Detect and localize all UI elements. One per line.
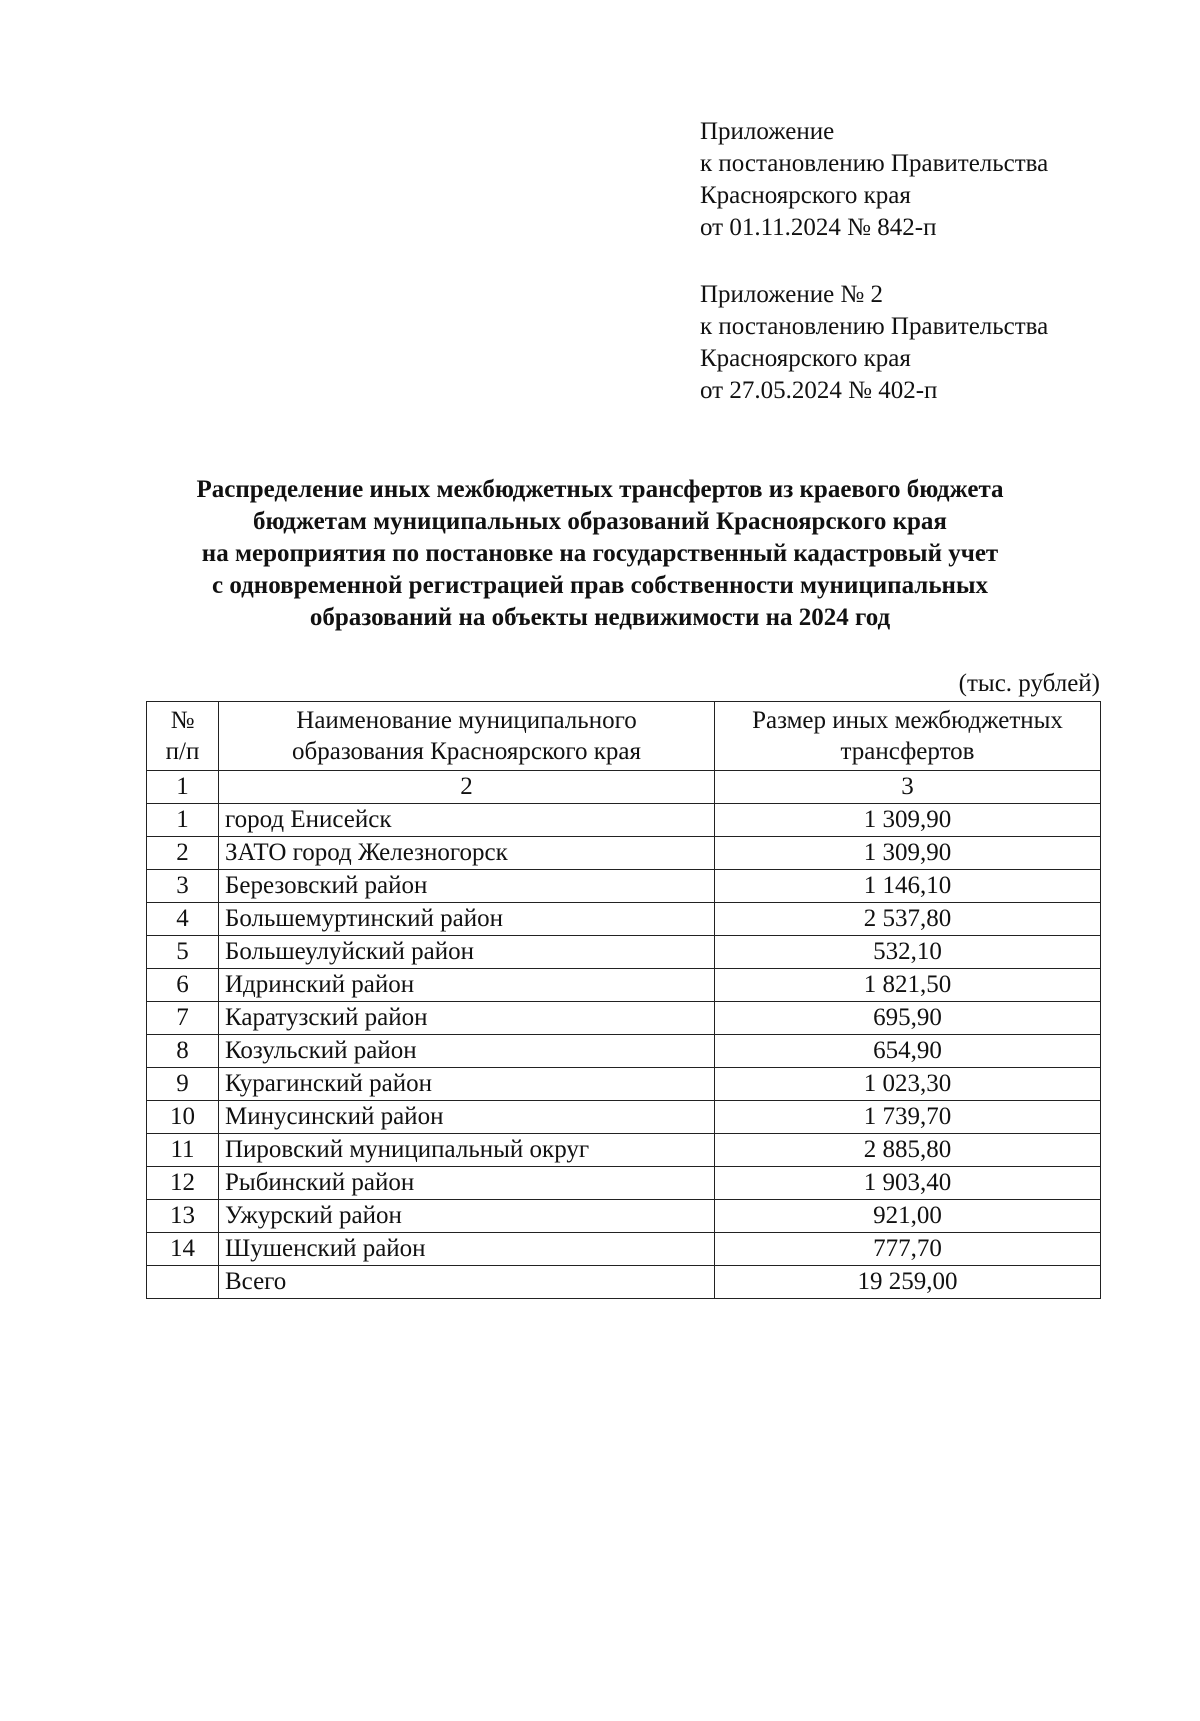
row-number: 13: [147, 1200, 219, 1233]
table-row: [147, 804, 1101, 837]
row-number: 9: [147, 1068, 219, 1101]
transfer-amount: 2 885,80: [715, 1134, 1101, 1167]
table-row: [147, 903, 1101, 936]
table-header-row: [147, 702, 1101, 771]
table-row: [147, 1101, 1101, 1134]
transfer-amount: 19 259,00: [715, 1266, 1101, 1299]
header-num: [147, 702, 219, 771]
row-number: 6: [147, 969, 219, 1002]
municipality-name: Рыбинский район: [219, 1167, 715, 1200]
annex-line: Приложение: [700, 118, 835, 145]
row-number: 8: [147, 1035, 219, 1068]
title-line: бюджетам муниципальных образований Красноярского края: [253, 508, 947, 535]
row-number: 10: [147, 1101, 219, 1134]
column-number: 3: [715, 771, 1101, 804]
municipality-name: Большеулуйский район: [219, 936, 715, 969]
annex-reference-original: [700, 279, 1048, 407]
header-line: п/п: [165, 738, 200, 765]
header-line: Размер иных межбюджетных: [752, 707, 1063, 734]
header-name: [219, 702, 715, 771]
table-row: [147, 837, 1101, 870]
municipality-name: ЗАТО город Железногорск: [219, 837, 715, 870]
transfer-amount: 1 309,90: [715, 804, 1101, 837]
row-number: 1: [147, 804, 219, 837]
units-label: (тыс. рублей): [958, 670, 1100, 697]
transfer-amount: 1 309,90: [715, 837, 1101, 870]
municipality-name: Идринский район: [219, 969, 715, 1002]
header-line: №: [170, 707, 195, 734]
header-line: образования Красноярского края: [292, 738, 641, 765]
header-line: трансфертов: [840, 738, 975, 765]
column-number-row: [147, 771, 1101, 804]
row-number: 5: [147, 936, 219, 969]
transfer-amount: 532,10: [715, 936, 1101, 969]
table-row: [147, 969, 1101, 1002]
annex-line: от 01.11.2024 № 842-п: [700, 214, 937, 241]
title-line: образований на объекты недвижимости на 2024 год: [309, 604, 891, 631]
annex-line: Красноярского края: [700, 345, 911, 372]
annex-line: к постановлению Правительства: [700, 313, 1049, 340]
municipality-name: город Енисейск: [219, 804, 715, 837]
municipality-name: Большемуртинский район: [219, 903, 715, 936]
row-number: 3: [147, 870, 219, 903]
row-number: 2: [147, 837, 219, 870]
transfer-amount: 654,90: [715, 1035, 1101, 1068]
transfer-amount: 1 821,50: [715, 969, 1101, 1002]
table-body: [147, 804, 1101, 1299]
transfer-amount: 695,90: [715, 1002, 1101, 1035]
municipality-name: Всего: [219, 1266, 715, 1299]
table-row: [147, 1233, 1101, 1266]
title-line: с одновременной регистрацией прав собственности муниципальных: [212, 572, 988, 599]
transfer-amount: 1 146,10: [715, 870, 1101, 903]
annex-line: к постановлению Правительства: [700, 150, 1049, 177]
title-line: Распределение иных межбюджетных трансфертов из краевого бюджета: [196, 476, 1004, 503]
annex-line: от 27.05.2024 № 402-п: [700, 377, 938, 404]
row-number: 12: [147, 1167, 219, 1200]
municipality-name: Пировский муниципальный округ: [219, 1134, 715, 1167]
table-row: [147, 1002, 1101, 1035]
title-line: на мероприятия по постановке на государственный кадастровый учет: [201, 540, 999, 567]
table-row: [147, 1167, 1101, 1200]
municipality-name: Шушенский район: [219, 1233, 715, 1266]
transfer-amount: 2 537,80: [715, 903, 1101, 936]
table-total-row: [147, 1266, 1101, 1299]
municipality-name: Березовский район: [219, 870, 715, 903]
annex-line: Приложение № 2: [700, 281, 884, 308]
municipality-name: Каратузский район: [219, 1002, 715, 1035]
header-line: Наименование муниципального: [296, 707, 637, 734]
document-title: [100, 474, 1100, 634]
transfer-amount: 777,70: [715, 1233, 1101, 1266]
municipality-name: Козульский район: [219, 1035, 715, 1068]
municipality-name: Ужурский район: [219, 1200, 715, 1233]
table-row: [147, 936, 1101, 969]
table-row: [147, 1035, 1101, 1068]
header-amount: [715, 702, 1101, 771]
transfer-amount: 1 023,30: [715, 1068, 1101, 1101]
column-number: 1: [147, 771, 219, 804]
annex-line: Красноярского края: [700, 182, 911, 209]
municipality-name: Курагинский район: [219, 1068, 715, 1101]
row-number: 4: [147, 903, 219, 936]
table-row: [147, 1200, 1101, 1233]
distribution-table: [146, 701, 1101, 1299]
annex-reference-current: [700, 116, 1048, 244]
row-number: 11: [147, 1134, 219, 1167]
transfer-amount: 921,00: [715, 1200, 1101, 1233]
table-row: [147, 870, 1101, 903]
row-number: 7: [147, 1002, 219, 1035]
table-row: [147, 1134, 1101, 1167]
column-number: 2: [219, 771, 715, 804]
transfer-amount: 1 903,40: [715, 1167, 1101, 1200]
row-number: 14: [147, 1233, 219, 1266]
row-number: [147, 1266, 219, 1299]
municipality-name: Минусинский район: [219, 1101, 715, 1134]
transfer-amount: 1 739,70: [715, 1101, 1101, 1134]
table-row: [147, 1068, 1101, 1101]
